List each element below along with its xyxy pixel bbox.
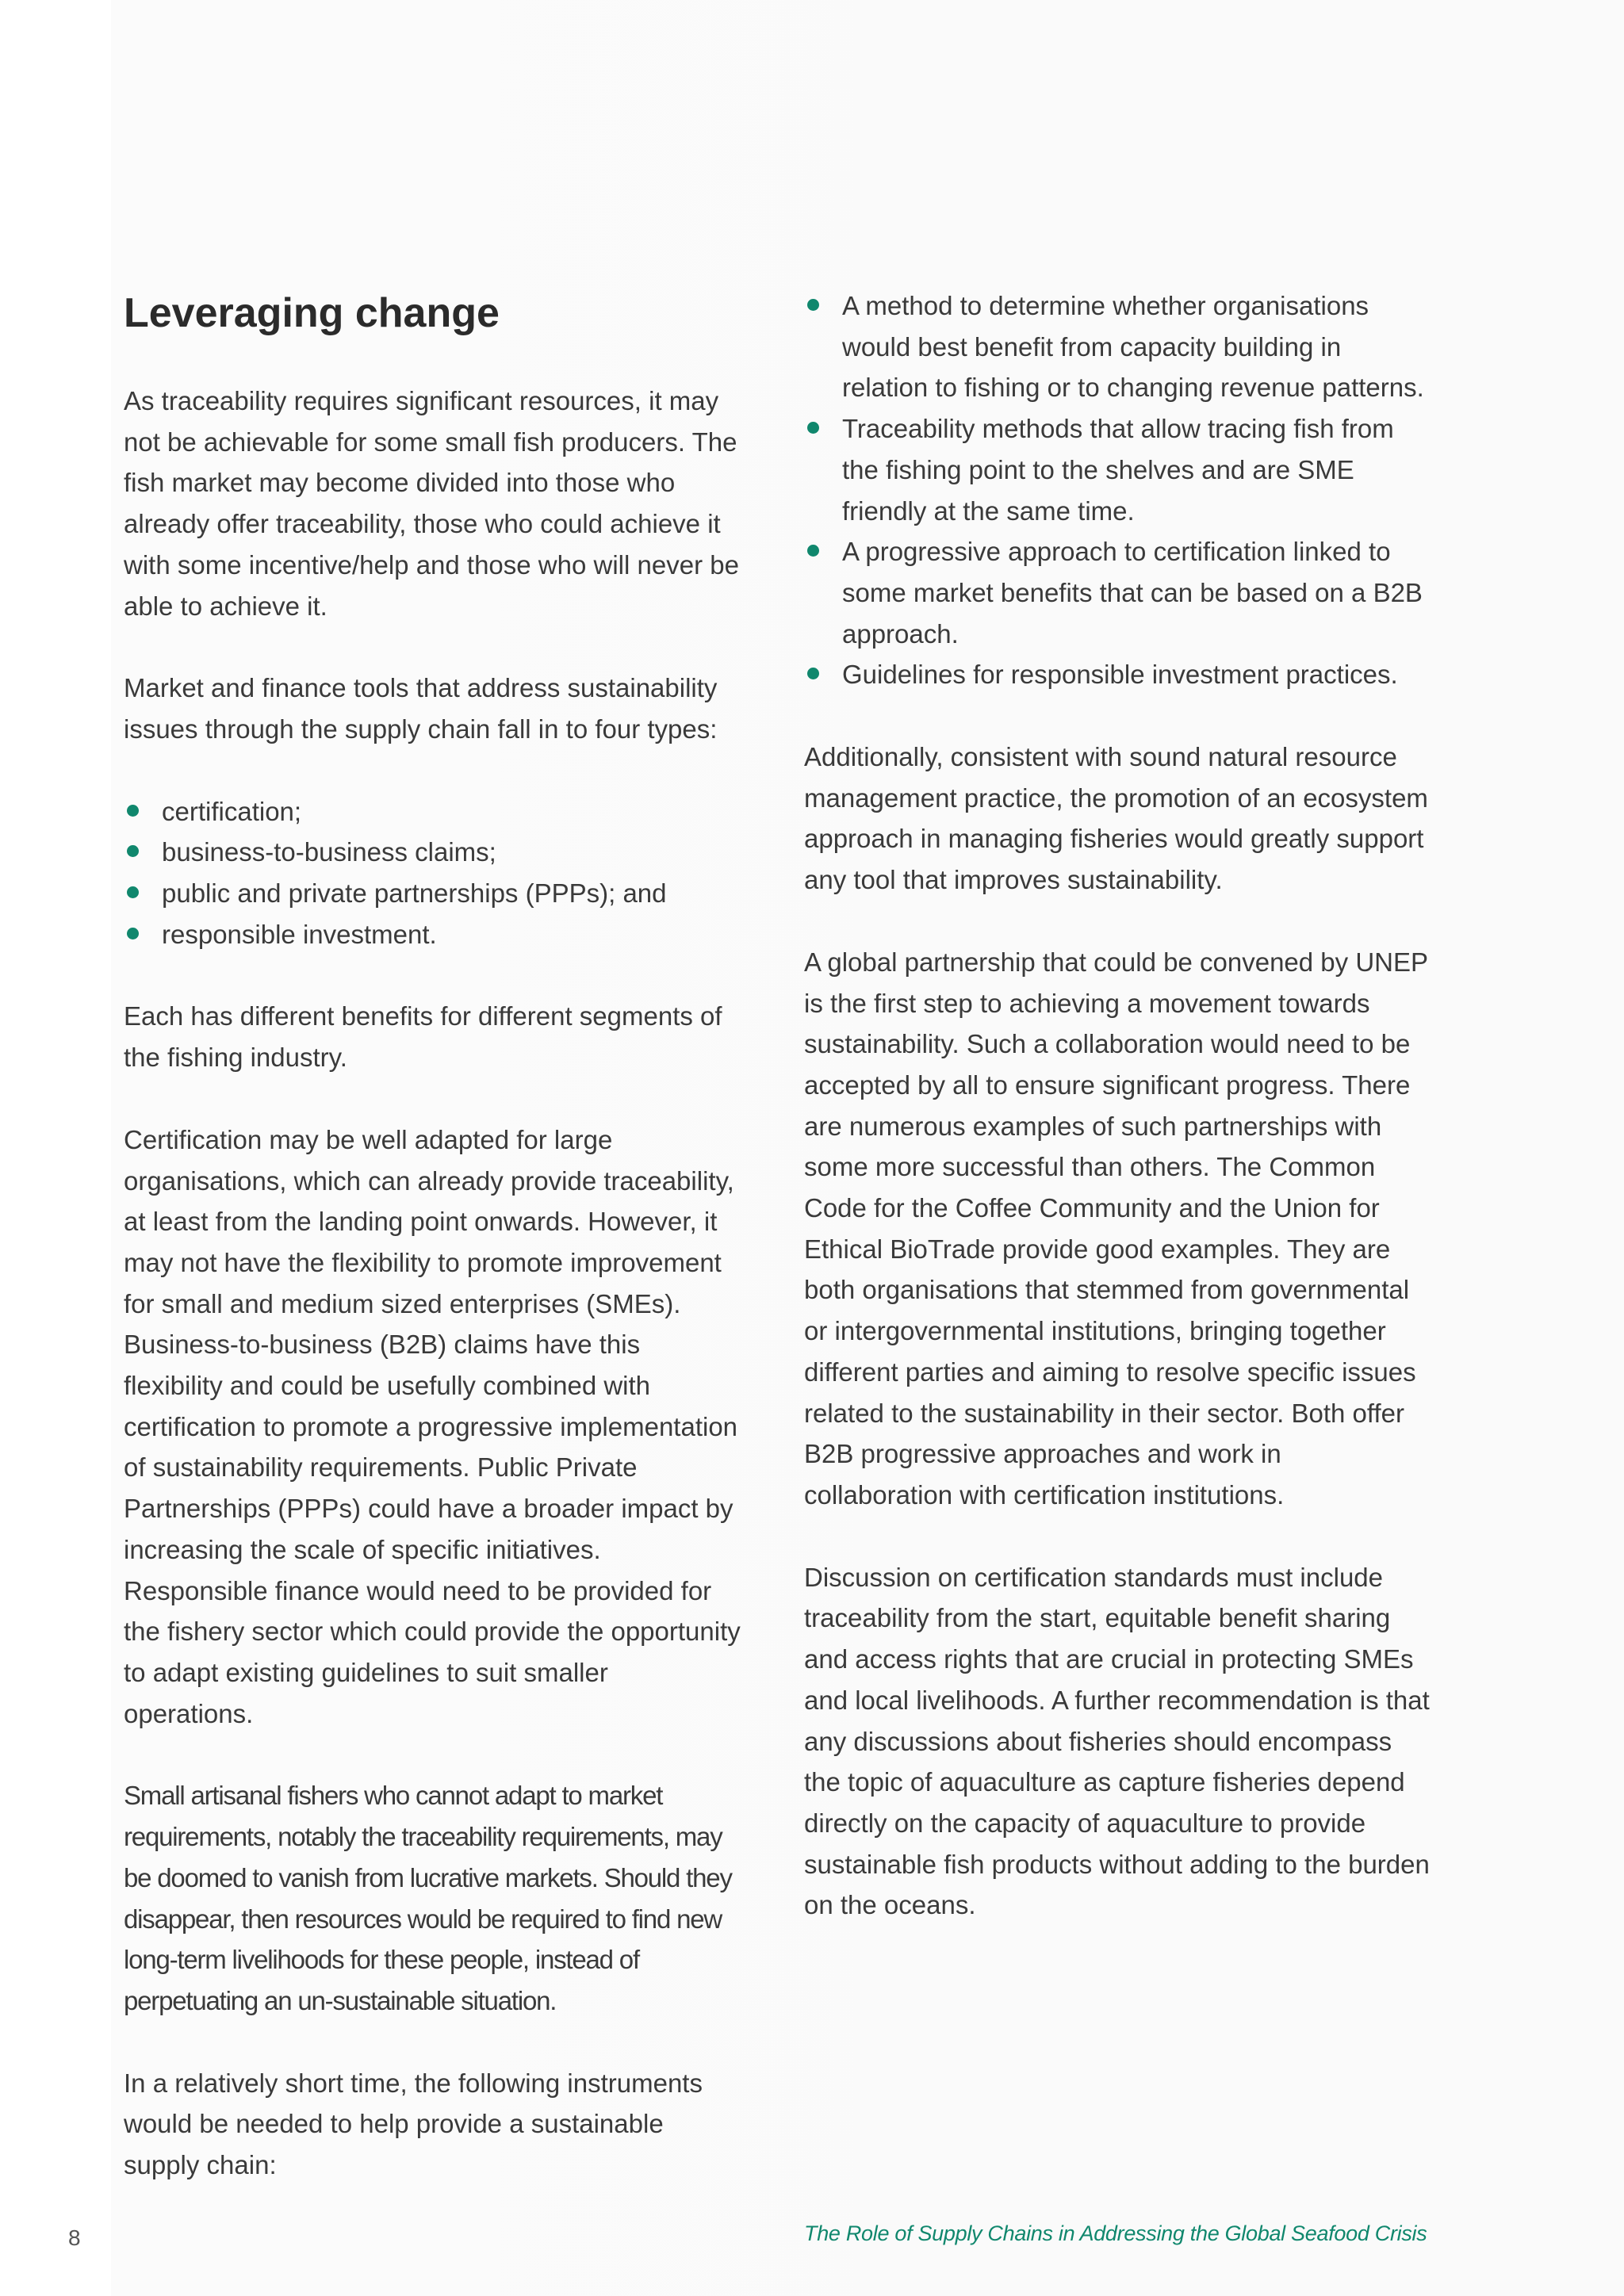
list-item: A progressive approach to certification linked to some market benefits that can be based on a B2B approach. bbox=[804, 531, 1431, 654]
paragraph-artisanal-fishers: Small artisanal fishers who cannot adapt to market requirements, notably the traceability requirements, may be doomed to vanish from lucrative markets. Should they disappear, then resources would be required to find new long-term livelihoods for these people, instead of perpetuating an un-sustainable situation. bbox=[124, 1781, 732, 2015]
list-item: A method to determine whether organisations would best benefit from capacity building in relation to fishing or to changing revenue patterns. bbox=[804, 285, 1431, 408]
bullet-dot-icon bbox=[807, 668, 819, 679]
list-item: business-to-business claims; bbox=[124, 832, 742, 873]
list-item: public and private partnerships (PPPs); and bbox=[124, 873, 742, 914]
right-column bbox=[804, 285, 1431, 1967]
list-item: Guidelines for responsible investment practices. bbox=[804, 654, 1431, 695]
paragraph-certification: Certification may be well adapted for large organisations, which can already provide traceability, at least from the landing point onwards. However, it may not have the flexibility to promote improvement for small and medium sized enterprises (SMEs). Business-to-business (B2B) claims have this flexibility and could be usefully combined with certification to promote a progressive implementation of sustainability requirements. Public Private Partnerships (PPPs) could have a broader impact by increasing the scale of specific initiatives. Responsible finance would need to be provided for the fishery sector which could provide the opportunity to adapt existing guidelines to suit smaller operations. bbox=[124, 1124, 741, 1728]
list-item: certification; bbox=[124, 791, 742, 832]
bullet-dot-icon bbox=[127, 805, 139, 817]
paragraph-instruments-intro: In a relatively short time, the following instruments would be needed to help provide a sustainable supply chain: bbox=[124, 2068, 703, 2180]
bullet-dot-icon bbox=[127, 928, 139, 939]
list-item: Traceability methods that allow tracing fish from the fishing point to the shelves and are SME friendly at the same time. bbox=[804, 408, 1431, 531]
paragraph-certification-standards: Discussion on certification standards must include traceability from the start, equitable benefit sharing and access rights that are crucial in protecting SMEs and local livelihoods. A further recommendation is that any discussions about fisheries should encompass the topic of aquaculture as capture fisheries depend directly on the capacity of aquaculture to provide sustainable fish products without adding to the burden on the oceans. bbox=[804, 1562, 1430, 1920]
section-heading: Leveraging change bbox=[124, 290, 500, 336]
list-item: responsible investment. bbox=[124, 914, 742, 955]
left-column bbox=[124, 285, 742, 2227]
page-number: 8 bbox=[68, 2225, 81, 2250]
bullet-dot-icon bbox=[127, 845, 139, 857]
bullet-dot-icon bbox=[127, 886, 139, 898]
bullet-dot-icon bbox=[807, 422, 819, 434]
paragraph-benefits: Each has different benefits for different segments of the fishing industry. bbox=[124, 1001, 722, 1073]
paragraph-tool-types-intro: Market and finance tools that address sustainability issues through the supply chain fall in to four types: bbox=[124, 673, 718, 744]
tool-types-list bbox=[124, 791, 742, 955]
instruments-list bbox=[804, 285, 1431, 695]
paragraph-traceability-resources: As traceability requires significant resources, it may not be achievable for some small fish producers. The fish market may become divided into those who already offer traceability, those who could achieve it with some incentive/help and those who will never be able to achieve it. bbox=[124, 386, 739, 621]
footer-publication-title: The Role of Supply Chains in Addressing the Global Seafood Crisis bbox=[804, 2221, 1427, 2245]
bullet-dot-icon bbox=[807, 545, 819, 557]
bullet-dot-icon bbox=[807, 299, 819, 311]
paragraph-ecosystem-approach: Additionally, consistent with sound natural resource management practice, the promotion of an ecosystem approach in managing fisheries would greatly support any tool that improves sustainability. bbox=[804, 742, 1428, 895]
paragraph-global-partnership: A global partnership that could be convened by UNEP is the first step to achieving a movement towards sustainability. Such a collaboration would need to be accepted by all to ensure significant progress. There are numerous examples of such partnerships with some more successful than others. The Common Code for the Coffee Community and the Union for Ethical BioTrade provide good examples. They are both organisations that stemmed from governmental or intergovernmental institutions, bringing together different parties and aiming to resolve specific issues related to the sustainability in their sector. Both offer B2B progressive approaches and work in collaboration with certification institutions. bbox=[804, 947, 1428, 1510]
